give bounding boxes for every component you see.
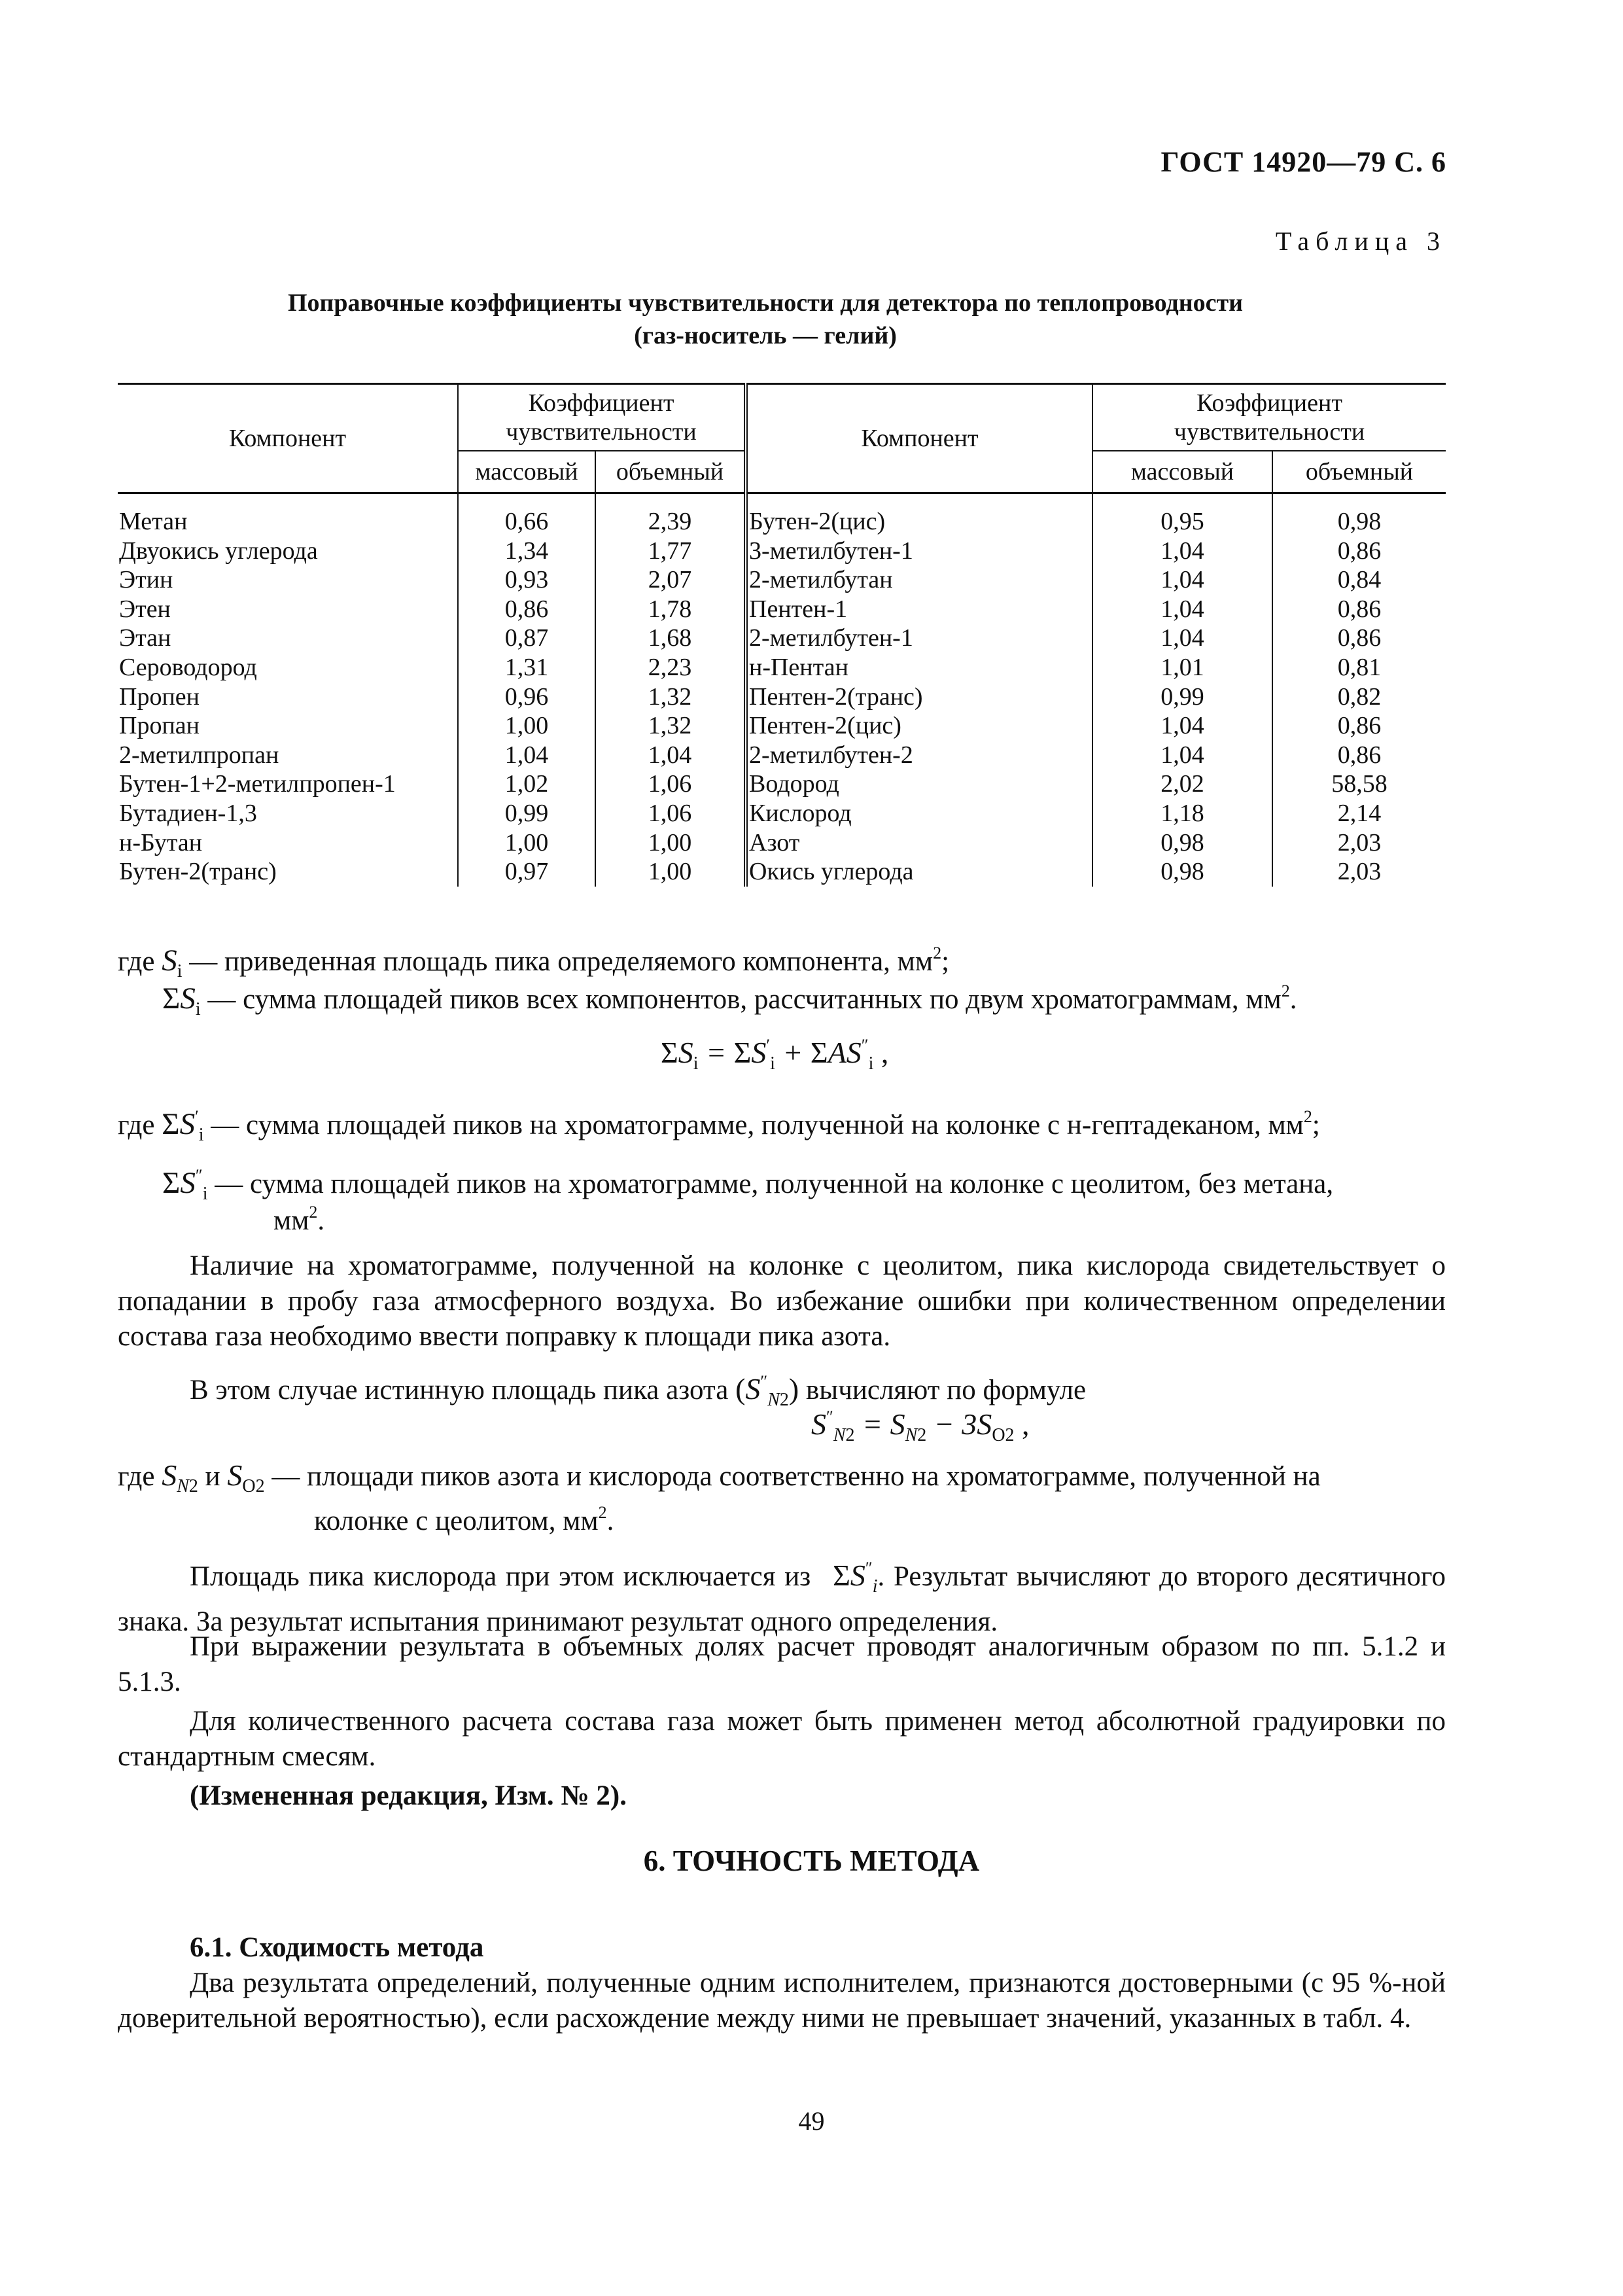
cell-volume-left: 1,68 [595, 624, 746, 653]
cell-volume-left: 1,06 [595, 799, 746, 828]
cell-mass-right: 1,04 [1092, 624, 1272, 653]
cell-component-left: Пропен [119, 682, 200, 711]
table-row [118, 711, 1446, 741]
header-volume-right: объемный [1272, 451, 1446, 493]
definition-sum-si-double-text: — сумма площадей пиков на хроматограмме, полученной на колонке с цеолитом, без метана, [215, 1169, 1334, 1199]
cell-volume-right: 0,86 [1272, 595, 1446, 624]
header-coefficient-left: Коэффициент чувствительности [458, 384, 746, 451]
subsection-title-text: 6.1. Сходимость метода [190, 1932, 484, 1963]
cell-mass-left: 0,99 [458, 799, 595, 828]
where-word: где [118, 1110, 155, 1140]
cell-component-left: Бутен-1+2-метилпропен-1 [119, 770, 396, 798]
paragraph-nitrogen-case-text: В этом случае истинную площадь пика азота [190, 1375, 729, 1405]
cell-component-left: Сероводород [119, 653, 257, 681]
definition-sn2-so2: где $S_{N2}$ и $S_{O2}$ — площади пиков азота и кислорода соответственно на хроматограмме, полученной на [118, 1458, 1321, 1496]
cell-mass-right: 1,04 [1092, 565, 1272, 595]
paragraph-exclude [118, 1551, 1446, 1640]
cell-volume-right: 2,03 [1272, 857, 1446, 887]
cell-component-right: Азот [746, 828, 1092, 858]
cell-component-right: Пентен-1 [746, 595, 1092, 624]
definition-sum-si-double-unit: $мм^2$. [273, 1203, 325, 1236]
table-row [118, 799, 1446, 828]
cell-component-right: н-Пентан [746, 653, 1092, 682]
definition-sum-si: $\Sigma S_i$ — сумма площадей пиков всех компонентов, рассчитанных по двум хроматограммам, $мм^2$. [162, 981, 1297, 1019]
header-mass-left: массовый [458, 451, 595, 493]
definition-sum-si-prime-text: — сумма площадей пиков на хроматограмме, полученной на колонке с н-гептадеканом, мм [211, 1110, 1304, 1140]
cell-mass-left: 1,04 [458, 741, 595, 770]
cell-volume-right: 2,03 [1272, 828, 1446, 858]
header-volume-left: объемный [595, 451, 746, 493]
table-row [118, 769, 1446, 799]
table-row [118, 595, 1446, 624]
symbol-si: $S_i$ [162, 944, 183, 981]
coefficients-table [118, 383, 1446, 887]
table-row [118, 565, 1446, 595]
paragraph-volume: При выражении результата в объемных долях расчет проводят аналогичным образом по пп. 5.1.2 и 5.1.3. [118, 1631, 1446, 1697]
cell-volume-right: 0,86 [1272, 624, 1446, 653]
table-row [118, 537, 1446, 566]
cell-mass-right: 0,99 [1092, 682, 1272, 712]
cell-volume-right: 0,86 [1272, 537, 1446, 566]
cell-mass-left: 0,87 [458, 624, 595, 653]
cell-mass-right: 1,04 [1092, 595, 1272, 624]
header-component-right: Компонент [746, 384, 1092, 493]
cell-mass-left: 1,02 [458, 769, 595, 799]
cell-component-right: 3-метилбутен-1 [746, 537, 1092, 566]
table-row [118, 857, 1446, 887]
header-coefficient-right: Коэффициент чувствительности [1092, 384, 1446, 451]
paragraph-convergence: Два результата определений, полученные одним исполнителем, признаются достоверными (с 95 %-ной доверительной вероятностью), если расхождение между ними не превышает значений, указанных в табл. 4. [118, 1968, 1446, 2034]
cell-mass-left: 1,00 [458, 828, 595, 858]
cell-volume-right: 0,86 [1272, 741, 1446, 770]
page-number: 49 [798, 2106, 825, 2136]
definition-sn2-so2-cont-text: колонке с цеолитом, мм [314, 1506, 599, 1536]
cell-volume-right: 0,98 [1272, 493, 1446, 537]
cell-component-right: Бутен-2(цис) [746, 493, 1092, 537]
definition-sum-si-prime: где $\Sigma S'_i$ — сумма площадей пиков на хроматограмме, полученной на колонке с н-гептадеканом, $мм^2$; [118, 1107, 1320, 1145]
cell-component-right: Водород [746, 769, 1092, 799]
cell-component-right: Пентен-2(транс) [746, 682, 1092, 712]
cell-mass-right: 1,04 [1092, 741, 1272, 770]
table-row [118, 828, 1446, 858]
symbol-sum-si: $\Sigma S_i$ [162, 981, 201, 1019]
cell-component-left: 2-метилпропан [119, 741, 279, 769]
cell-component-right: Пентен-2(цис) [746, 711, 1092, 741]
cell-volume-left: 1,32 [595, 682, 746, 712]
definition-sum-si-text: — сумма площадей пиков всех компонентов, рассчитанных по двум хроматограммам, мм [207, 984, 1282, 1015]
definition-sn2-so2-cont: колонке с цеолитом, $мм^2$. [314, 1503, 614, 1536]
cell-mass-right: 1,01 [1092, 653, 1272, 682]
cell-component-right: 2-метилбутен-1 [746, 624, 1092, 653]
cell-component-right: 2-метилбутан [746, 565, 1092, 595]
cell-mass-left: 1,00 [458, 711, 595, 741]
definition-si: где $S_i$ — приведенная площадь пика определяемого компонента, $мм^2$; [118, 944, 950, 981]
cell-component-left: Двуокись углерода [119, 537, 318, 565]
table-row [118, 741, 1446, 770]
cell-volume-left: 2,39 [595, 493, 746, 537]
table-row [118, 493, 1446, 537]
table-body [118, 493, 1446, 887]
cell-component-left: Бутен-2(транс) [119, 858, 277, 886]
cell-mass-right: 0,98 [1092, 857, 1272, 887]
cell-volume-left: 1,04 [595, 741, 746, 770]
cell-volume-left: 2,07 [595, 565, 746, 595]
cell-volume-left: 1,32 [595, 711, 746, 741]
cell-component-left: Этен [119, 595, 171, 623]
cell-mass-right: 1,04 [1092, 711, 1272, 741]
cell-volume-left: 1,78 [595, 595, 746, 624]
cell-mass-left: 0,96 [458, 682, 595, 712]
symbol-sn2-double: $(S''_{N2})$ [735, 1372, 799, 1410]
cell-mass-right: 1,04 [1092, 537, 1272, 566]
section-title: 6. ТОЧНОСТЬ МЕТОДА [643, 1845, 980, 1877]
table-row [118, 682, 1446, 712]
definition-si-text: — приведенная площадь пика определяемого компонента, мм [189, 946, 934, 977]
cell-mass-left: 0,66 [458, 493, 595, 537]
table-row [118, 624, 1446, 653]
cell-volume-right: 58,58 [1272, 769, 1446, 799]
cell-volume-left: 1,00 [595, 828, 746, 858]
paragraph-absolute: Для количественного расчета состава газа может быть применен метод абсолютной градуировки по стандартным смесям. [118, 1706, 1446, 1772]
cell-mass-left: 1,31 [458, 653, 595, 682]
definition-sn2-so2-text: — площади пиков азота и кислорода соответственно на хроматограмме, полученной на [271, 1461, 1321, 1492]
cell-component-left: Бутадиен-1,3 [119, 799, 257, 827]
cell-volume-left: 1,77 [595, 537, 746, 566]
cell-volume-right: 2,14 [1272, 799, 1446, 828]
cell-volume-left: 1,06 [595, 769, 746, 799]
cell-volume-right: 0,84 [1272, 565, 1446, 595]
cell-component-left: Этин [119, 566, 173, 594]
cell-mass-left: 0,97 [458, 857, 595, 887]
where-word: где [118, 1461, 155, 1492]
cell-mass-left: 1,34 [458, 537, 595, 566]
cell-mass-right: 0,98 [1092, 828, 1272, 858]
header-component-left: Компонент [118, 384, 458, 493]
unit-mm: мм [273, 1205, 309, 1236]
cell-mass-right: 2,02 [1092, 769, 1272, 799]
cell-mass-left: 0,86 [458, 595, 595, 624]
subsection-title [190, 1930, 483, 1966]
paragraph-exclude-a: Площадь пика кислорода при этом исключается из [190, 1561, 811, 1592]
table-label: Таблица 3 [1275, 226, 1446, 256]
amendment-note [190, 1778, 627, 1814]
symbol-sum-si-prime: $\Sigma S'_i$ [162, 1107, 204, 1145]
formula-nitrogen: $S''_{N2} = S_{N2} - 3S_{O2}$ , [811, 1407, 1030, 1445]
table-title-line-2: (газ-носитель — гелий) [634, 322, 897, 349]
definition-sum-si-double [162, 1158, 1444, 1212]
cell-component-right: Кислород [746, 799, 1092, 828]
paragraph-exclude-b: . Результат вычисляют до второго десятичного знака. За результат испытания принимают результат одного определения. [118, 1561, 1446, 1637]
paragraph-oxygen: Наличие на хроматограмме, полученной на колонке с цеолитом, пика кислорода свидетельствует о попадании в пробу газа атмосферного воздуха. Во избежание ошибки при количественном определении состава газа необходимо ввести поправку к площади пика азота. [118, 1250, 1446, 1352]
cell-volume-right: 0,86 [1272, 711, 1446, 741]
cell-volume-right: 0,82 [1272, 682, 1446, 712]
symbol-sum-si-exclude: $\Sigma S''_i$ [833, 1559, 878, 1597]
formula-sum: $\Sigma S_i = \Sigma S'_i + \Sigma AS''_i$ , [661, 1036, 889, 1074]
cell-volume-left: 2,23 [595, 653, 746, 682]
symbol-sum-si-double: $\Sigma S''_i$ [162, 1166, 208, 1204]
amendment-text: (Измененная редакция, Изм. № 2). [190, 1780, 627, 1811]
document-reference: ГОСТ 14920—79 С. 6 [1161, 146, 1446, 178]
cell-mass-right: 1,18 [1092, 799, 1272, 828]
cell-component-right: 2-метилбутен-2 [746, 741, 1092, 770]
table-title [249, 287, 1282, 352]
cell-component-left: Этан [119, 624, 171, 652]
cell-component-left: н-Бутан [119, 828, 203, 857]
cell-volume-right: 0,81 [1272, 653, 1446, 682]
cell-component-left: Метан [119, 508, 188, 535]
cell-component-right: Окись углерода [746, 857, 1092, 887]
where-word: где [118, 946, 155, 977]
table-title-line-1: Поправочные коэффициенты чувствительности для детектора по теплопроводности [287, 289, 1244, 317]
paragraph-nitrogen-case-end: вычисляют по формуле [806, 1375, 1087, 1405]
table-row [118, 653, 1446, 682]
cell-mass-left: 0,93 [458, 565, 595, 595]
cell-volume-left: 1,00 [595, 857, 746, 887]
cell-component-left: Пропан [119, 712, 200, 740]
header-mass-right: массовый [1092, 451, 1272, 493]
cell-mass-right: 0,95 [1092, 493, 1272, 537]
